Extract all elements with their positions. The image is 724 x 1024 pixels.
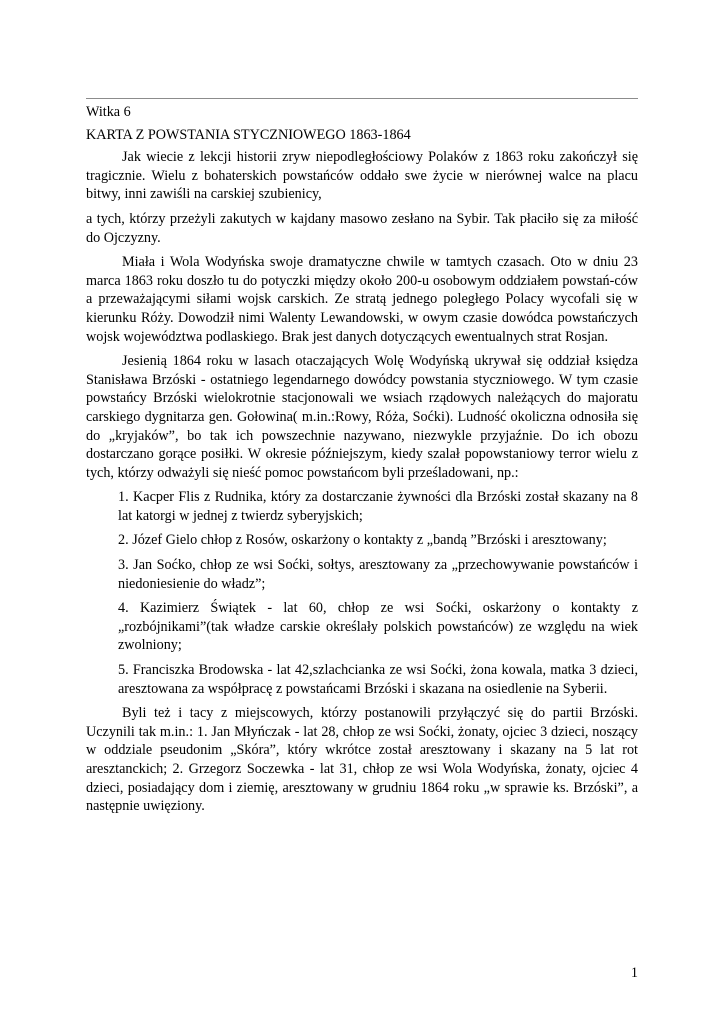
list-item: 5. Franciszka Brodowska - lat 42,szlachcianka ze wsi Soćki, żona kowala, matka 3 dzieci, aresztowana za współpracę z powstańcami Brzóski i skazana na osiedlenie na Syberii.	[118, 662, 638, 697]
list-item: 4. Kazimierz Świątek - lat 60, chłop ze wsi Soćki, oskarżony o kontakty z „rozbójnikami”(tak władze carskie określały polskich powstańców) ze względu na wiek zwolniony;	[118, 600, 638, 654]
paragraph-intro: Jak wiecie z lekcji historii zryw niepodległościowy Polaków z 1863 roku zakończył się tragicznie. Wielu z bohaterskich powstańców oddało swe życie w nierównej walce na placu bitwy, inni zawiśli na carskiej szubienicy,	[86, 149, 638, 203]
document-body	[86, 103, 638, 822]
list-item: 1. Kacper Flis z Rudnika, który za dostarczanie żywności dla Brzóski został skazany na 8 lat katorgi w jednej z twierdz syberyjskich;	[118, 489, 638, 524]
list-item: 3. Jan Soćko, chłop ze wsi Soćki, sołtys, aresztowany za „przechowywanie powstańców i niedoniesienie do władz”;	[118, 557, 638, 592]
paragraph-battle: Miała i Wola Wodyńska swoje dramatyczne chwile w tamtych czasach. Oto w dniu 23 marca 1863 roku doszło tu do potyczki między około 200-u osobowym oddziałem powstań-ców a przeważającymi siłami wojsk carskich. Ze stratą jednego poległego Polacy wycofali się w kierunku Róży. Dowodził nimi Walenty Lewandowski, w owym czasie dowódca powstańczych wojsk województwa podlaskiego. Brak jest danych dotyczących ewentualnych strat Rosjan.	[86, 254, 638, 345]
paragraph-siberia: a tych, którzy przeżyli zakutych w kajdany masowo zesłano na Sybir. Tak płaciło się za miłość do Ojczyzny.	[86, 210, 638, 246]
header-rule	[86, 98, 638, 99]
paragraph-brzoska: Jesienią 1864 roku w lasach otaczających Wolę Wodyńską ukrywał się oddział księdza Stanisława Brzóski - ostatniego legendarnego dowódcy powstania styczniowego. W tym czasie powstańcy Brzóski wielokrotnie stacjonowali we wsiach rządowych należących do majoratu carskiego dygnitarza gen. Gołowina( m.in.:Rowy, Róża, Soćki). Ludność okoliczna odnosiła się do „kryjaków”, bo tak ich powszechnie nazywano, niezwykle przyjaźnie. Do ich obozu dostarczano gorące posiłki. W okresie późniejszym, kiedy szalał popowstaniowy terror wielu z tych, którzy odważyli się nieść pomoc powstańcom byli prześladowani, np.:	[86, 353, 638, 481]
list-item: 2. Józef Gielo chłop z Rosów, oskarżony o kontakty z „bandą ”Brzóski i aresztowany;	[118, 532, 607, 549]
section-label: Witka 6	[86, 104, 131, 120]
page-number: 1	[630, 965, 638, 981]
paragraph-closing: Byli też i tacy z miejscowych, którzy postanowili przyłączyć się do partii Brzóski. Uczynili tak m.in.: 1. Jan Młyńczak - lat 28, chłop ze wsi Soćki, żonaty, ojciec 3 dzieci, noszący w oddziale pseudonim „Skóra”, który wkrótce został aresztowany i skazany na 5 lat rot aresztanckich; 2. Grzegorz Soczewka - lat 31, chłop ze wsi Wola Wodyńska, żonaty, ojciec 4 dzieci, posiadający dom i ziemię, aresztowany w grudniu 1864 roku „w sprawie ks. Brzóski”, a następnie uwięziony.	[86, 705, 638, 815]
document-title: KARTA Z POWSTANIA STYCZNIOWEGO 1863-1864	[86, 126, 411, 143]
